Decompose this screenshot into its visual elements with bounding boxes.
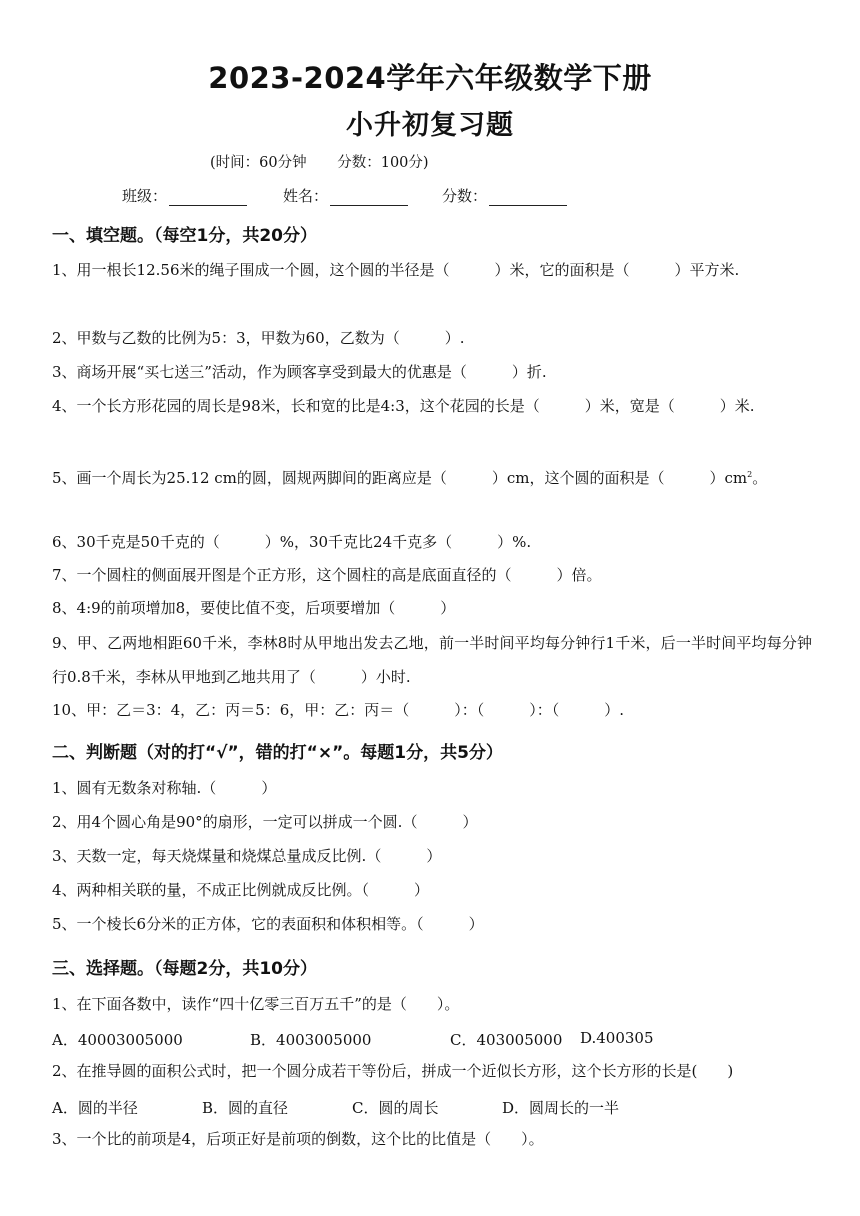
s1-question-10: 10、甲：乙＝3：4，乙：丙＝5：6，甲：乙：丙＝（ ）：（ ）：（ ）.	[52, 701, 625, 719]
score-label: 分数：	[442, 187, 488, 205]
s1-question-9: 9、甲、乙两地相距60千米，李林8时从甲地出发去乙地，前一半时间平均每分钟行1千米，后一半时间平均每分钟行0.8千米，李林从甲地到乙地共用了（ ）小时.	[52, 634, 812, 686]
title-line1: 2023-2024学年六年级数学下册	[208, 61, 652, 95]
option-b: B．圆的直径	[202, 1099, 289, 1117]
superscript-2: 2	[747, 470, 753, 479]
s2-question-5: 5、一个棱长6分米的正方体，它的表面积和体积相等。（ ）	[52, 915, 484, 933]
s2-question-2: 2、用4个圆心角是90°的扇形，一定可以拼成一个圆.（ ）	[52, 813, 478, 831]
option-d: D.400305	[580, 1029, 654, 1047]
option-a: A．40003005000	[52, 1031, 183, 1049]
score-info: 分数：100分)	[337, 155, 429, 171]
title-line2: 小升初复习题	[346, 110, 514, 141]
s3-question-2-options	[52, 1097, 619, 1118]
option-a: A．圆的半径	[52, 1099, 138, 1117]
name-blank[interactable]	[330, 189, 408, 206]
s3-question-2: 2、在推导圆的面积公式时，把一个圆分成若干等份后，拼成一个近似长方形，这个长方形的长是( )	[52, 1062, 734, 1080]
s1-question-3: 3、商场开展“买七送三”活动，作为顾客享受到最大的优惠是（ ）折.	[52, 363, 547, 381]
option-c: C．圆的周长	[352, 1099, 439, 1117]
name-label: 姓名：	[283, 187, 329, 205]
class-blank[interactable]	[169, 189, 247, 206]
s2-question-1: 1、圆有无数条对称轴.（ ）	[52, 779, 277, 797]
student-info-fields	[122, 185, 597, 206]
s2-question-4: 4、两种相关联的量，不成正比例就成反比例。（ ）	[52, 881, 430, 899]
time-info: (时间：60分钟	[210, 155, 307, 171]
option-b: B．4003005000	[250, 1031, 372, 1049]
s2-question-3: 3、天数一定，每天烧煤量和烧煤总量成反比例.（ ）	[52, 847, 442, 865]
name-field	[283, 185, 408, 206]
section2-heading: 二、判断题（对的打“√”，错的打“×”。每题1分，共5分）	[52, 743, 503, 763]
s1-question-6: 6、30千克是50千克的（ ）%，30千克比24千克多（ ）%.	[52, 533, 532, 551]
s1-question-7: 7、一个圆柱的侧面展开图是个正方形，这个圆柱的高是底面直径的（ ）倍。	[52, 566, 602, 584]
class-label: 班级：	[122, 187, 168, 205]
s1-question-5-end: 。	[752, 469, 768, 487]
exam-meta	[210, 151, 455, 172]
score-field	[442, 185, 567, 206]
s1-question-5	[52, 458, 812, 496]
s1-question-2: 2、甲数与乙数的比例为5：3，甲数为60，乙数为（ ）.	[52, 329, 465, 347]
score-blank[interactable]	[489, 189, 567, 206]
s1-question-1: 1、用一根长12.56米的绳子围成一个圆，这个圆的半径是（ ）米，它的面积是（ ）平方米.	[52, 261, 740, 279]
option-c: C．403005000	[450, 1031, 563, 1049]
s3-question-1-options	[52, 1029, 654, 1050]
s1-question-5-text: 5、画一个周长为25.12 cm的圆，圆规两脚间的距离应是（ ）cm，这个圆的面积是（ ）cm	[52, 469, 748, 487]
s1-question-4: 4、一个长方形花园的周长是98米，长和宽的比是4:3，这个花园的长是（ ）米，宽是（ ）米.	[52, 397, 755, 415]
s1-question-8: 8、4:9的前项增加8，要使比值不变，后项要增加（ ）	[52, 599, 456, 617]
class-field	[122, 185, 247, 206]
section1-heading: 一、填空题。（每空1分，共20分）	[52, 226, 317, 246]
s3-question-1: 1、在下面各数中，读作“四十亿零三百万五千”的是（ ）。	[52, 995, 460, 1013]
section3-heading: 三、选择题。（每题2分，共10分）	[52, 959, 317, 979]
s3-question-3: 3、一个比的前项是4，后项正好是前项的倒数，这个比的比值是（ ）。	[52, 1130, 544, 1148]
option-d: D．圆周长的一半	[502, 1099, 620, 1117]
